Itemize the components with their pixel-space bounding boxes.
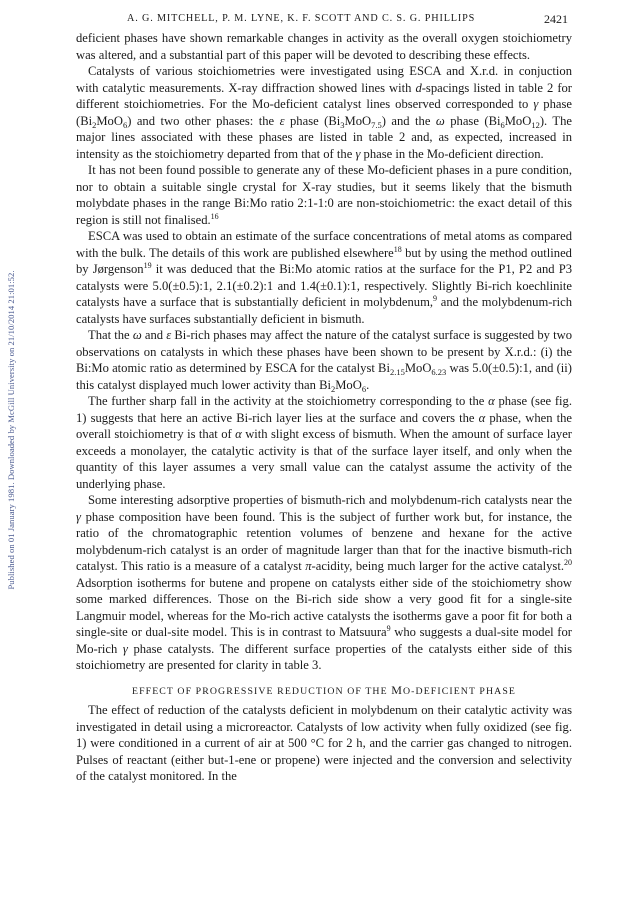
citation-9: 9: [433, 294, 438, 303]
paragraph-5: That the ω and ε Bi-rich phases may affect the nature of the catalyst surface is suggested by two observations on catalysts in which these phases have been shown to be present by X.r.d.: (i) the Bi:Mo atomic ratio as determined by ESCA for the catalyst $Bi_{2.15}MoO_{6.23}$ was 5.0(±0.5):1, and (ii) this catalyst displayed much lower activity than $Bi_2MoO_6$.: [76, 328, 573, 394]
download-watermark-text: Published on 01 January 1981. Downloaded by McGill University on 21/10/2014 21:01:52.: [6, 270, 16, 590]
citation-18: 18: [393, 244, 402, 254]
paragraph-3: It has not been found possible to generate any of these Mo-deficient phases in a pure condition, nor to obtain a suitable single crystal for X-ray studies, but it seems likely that the bismuth molybdate phases in the range Bi:Mo ratio 2:1-1:0 are non-stoichiometric: the exact detail of this region is still not finalised.$^{16}$: [76, 163, 572, 227]
article-body: [76, 30, 572, 785]
citation-20: 20: [563, 558, 572, 567]
paragraph-2: Catalysts of various stoichiometries were investigated using ESCA and X.r.d. in conjuction with catalytic measurements. X-ray diffraction showed lines with d-spacings listed in table 2 for different stoichiometries. For the Mo-deficient catalyst lines observed corresponded to γ phase $(Bi_2MoO_6)$ and two other phases: the ε phase $(Bi_3MoO_{7.5})$ and the ω phase $(Bi_6MoO_{12})$. The major lines associated with these phases are listed in table 2 and, as expected, increased in intensity as the stoichiometry departed from that of the γ phase in the Mo-deficient direction.: [76, 64, 573, 161]
citation-19: 19: [143, 261, 152, 270]
paragraph-7: Some interesting adsorptive properties of bismuth-rich and molybdenum-rich catalysts near the γ phase composition have been found. This is the subject of further work but, for instance, the ratio of the chromatographic retention volumes of benzene and hexane for the active molybdenum-rich catalyst is an order of magnitude larger than that for the inactive bismuth-rich catalyst. This ratio is a measure of a catalyst π-acidity, being much larger for the active catalyst.$^{20}$ Adsorption isotherms for butene and propene on catalysts either side of the stoichiometry show some marked differences. Those on the Bi-rich side show a very good fit for a single-site Langmuir model, whereas for the Mo-rich active catalysts the isotherms gave a poor fit for both a single-site or dual-site model. This is in contrast to Matsuura$^9$ who suggests a dual-site model for Mo-rich γ phase catalysts. The different surface properties of the catalysts either side of this stoichiometry are presented for clarity in table 3.: [76, 493, 573, 672]
citation-9: 9: [386, 624, 391, 633]
header-authors: A. G. MITCHELL, P. M. LYNE, K. F. SCOTT AND C. S. G. PHILLIPS: [127, 13, 476, 24]
paragraph-8: The effect of reduction of the catalysts deficient in molybdenum on their catalytic activity was investigated in detail using a microreactor. Catalysts of low activity when fully oxidized (see fig. 1) were conditioned in a current of air at 500 °C for 2 h, and the carrier gas changed to nitrogen. Pulses of reactant (either but-1-ene or propene) were injected and the conversion and selectivity of the catalyst monitored. In the: [76, 703, 572, 783]
page-number: 2421: [544, 12, 568, 26]
citation-16: 16: [210, 211, 219, 221]
download-watermark: [4, 150, 18, 710]
paragraph-4: ESCA was used to obtain an estimate of the surface concentrations of metal atoms as compared with the bulk. The details of this work are published elsewhere$^{18}$ but by using the method outlined by Jørgenson$^{19}$ it was deduced that the Bi:Mo atomic ratios at the surface for the P1, P2 and P3 catalysts were 5.0(±0.5):1, 2.1(±0.2):1 and 1.4(±0.1):1, respectively. Slightly Bi-rich koechlinite catalysts have a surface that is substantially deficient in molybdenum,$^9$ and the molybdenum-rich catalysts have surfaces substantially deficient in bismuth.: [76, 229, 573, 326]
section-heading: EFFECT OF PROGRESSIVE REDUCTION OF THE MO-DEFICIENT PHASE: [132, 682, 516, 697]
paragraph-6: The further sharp fall in the activity at the stoichiometry corresponding to the α phase (see fig. 1) suggests that here an active Bi-rich layer lies at the surface and covers the α phase, when the overall stoichiometry is that of α with slight excess of bismuth. When the amount of surface layer exceeds a monolayer, the catalytic activity is that of the surface layer itself, and only when the quantity of this layer assumes a very small value can the catalyst assume the activity of the underlying phase.: [76, 394, 573, 491]
paragraph-1: deficient phases have shown remarkable changes in activity as the overall oxygen stoichiometry was altered, and a substantial part of this paper will be devoted to describing these effects.: [76, 31, 572, 62]
running-header: [76, 12, 572, 28]
